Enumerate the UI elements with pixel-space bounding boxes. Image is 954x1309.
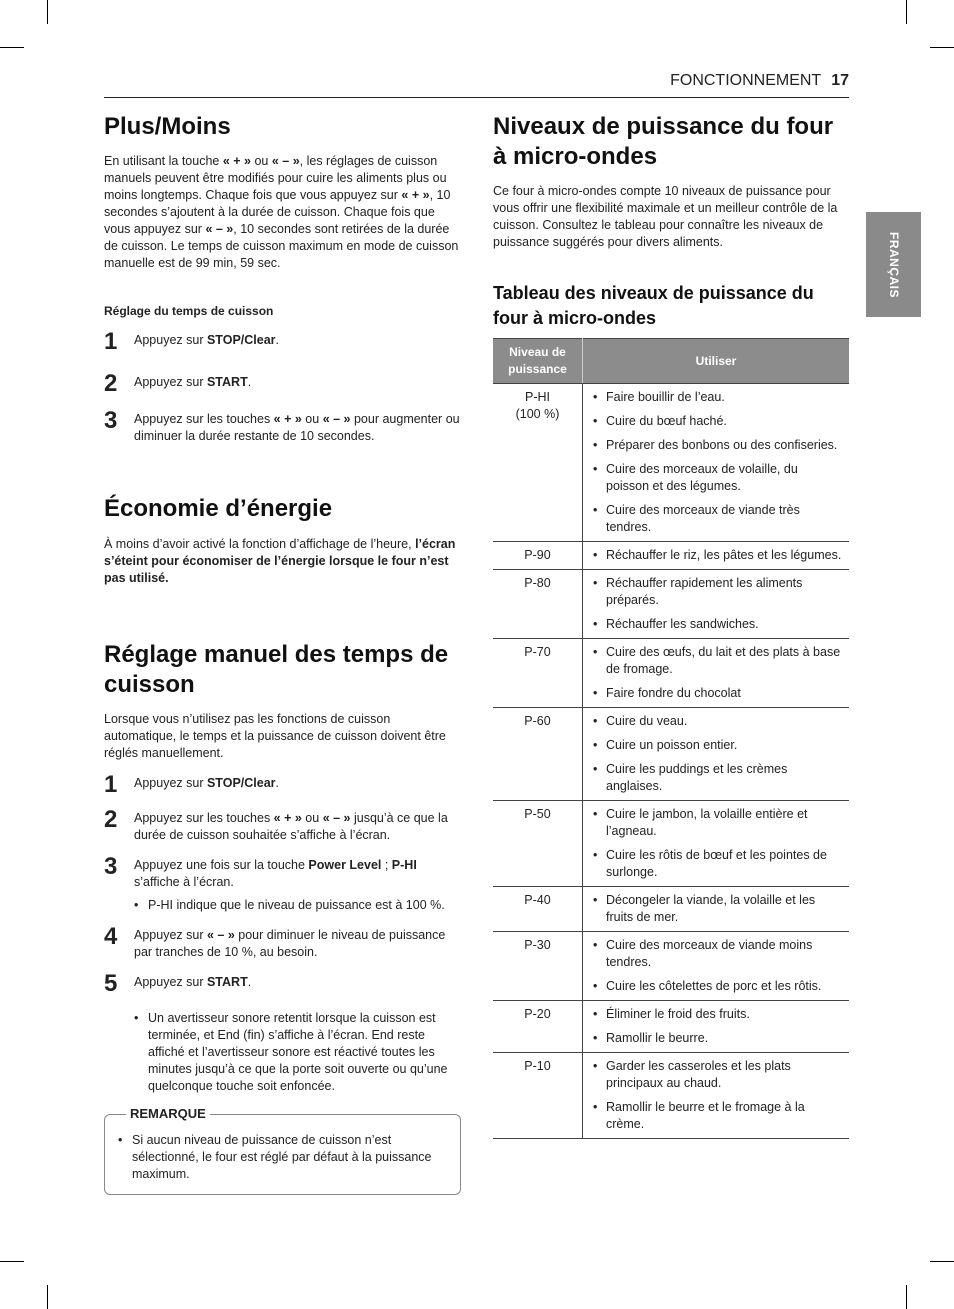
- plus-moins-subheading: Réglage du temps de cuisson: [104, 304, 274, 318]
- step-text: Appuyez sur les touches « + » ou « – » pour augmenter ou diminuer la durée restante de 10 secondes.: [134, 412, 460, 443]
- column-header-level: Niveau de puissance: [493, 339, 583, 384]
- power-level-cell: [493, 801, 583, 887]
- step-number: 3: [104, 853, 118, 880]
- power-level-value: P-20: [524, 1007, 551, 1021]
- usage-item: • Cuire les rôtis de bœuf et les pointes de surlonge.: [606, 847, 843, 881]
- usage-item: • Cuire le jambon, la volaille entière et l’agneau.: [606, 806, 843, 840]
- niveaux-body: Ce four à micro-ondes compte 10 niveaux de puissance pour vous offrir une flexibilité maximale et un meilleur contrôle de la cuisson. Consultez le tableau pour connaître les niveaux de puissance suggérés pour divers aliments.: [493, 184, 838, 249]
- economie-title: Économie d’énergie: [104, 495, 333, 522]
- usage-item: • Cuire du veau.: [606, 713, 843, 730]
- usage-item: • Réchauffer le riz, les pâtes et les légumes.: [606, 547, 843, 564]
- power-level-value: P-90: [524, 548, 551, 562]
- usage-cell: [583, 639, 850, 708]
- power-level-cell: [493, 542, 583, 570]
- language-tab: [866, 212, 921, 317]
- power-level-value: P-40: [524, 893, 551, 907]
- plus-moins-title: Plus/Moins: [104, 113, 231, 140]
- table-body: [493, 384, 849, 1139]
- usage-item: • Réchauffer les sandwiches.: [606, 616, 843, 633]
- step-number: 1: [104, 771, 118, 798]
- usage-item: • Cuire un poisson entier.: [606, 737, 843, 754]
- power-level-value: P-70: [524, 645, 551, 659]
- step-number: 2: [104, 806, 118, 833]
- table-row: [493, 708, 849, 801]
- remarque-label: REMARQUE: [126, 1106, 210, 1121]
- language-tab-label: FRANÇAIS: [886, 231, 901, 298]
- usage-cell: [583, 1053, 850, 1139]
- section-name: FONCTIONNEMENT: [670, 72, 822, 89]
- power-level-percent: (100 %): [515, 407, 560, 421]
- usage-cell: [583, 1001, 850, 1053]
- usage-cell: [583, 708, 850, 801]
- remarque-box: [104, 1114, 461, 1195]
- crop-mark: [0, 1261, 24, 1262]
- crop-mark: [930, 1261, 954, 1262]
- usage-item: • Cuire des morceaux de viande très tendres.: [606, 502, 843, 536]
- step-bullet: • P-HI indique que le niveau de puissance est à 100 %.: [148, 897, 460, 914]
- usage-item: • Cuire des œufs, du lait et des plats à base de fromage.: [606, 644, 843, 678]
- power-level-value: P-50: [524, 807, 551, 821]
- header-divider: [104, 97, 849, 98]
- table-title: Tableau des niveaux de puissance du four à micro-ondes: [493, 283, 814, 328]
- step-text: Appuyez une fois sur la touche Power Level ; P-HI s’affiche à l’écran.: [134, 858, 417, 889]
- usage-item: • Réchauffer rapidement les aliments préparés.: [606, 575, 843, 609]
- usage-cell: [583, 932, 850, 1001]
- usage-item: • Ramollir le beurre et le fromage à la crème.: [606, 1099, 843, 1133]
- power-level-cell: [493, 570, 583, 639]
- crop-mark: [906, 0, 907, 24]
- usage-item: • Éliminer le froid des fruits.: [606, 1006, 843, 1023]
- table-row: [493, 542, 849, 570]
- power-level-cell: [493, 708, 583, 801]
- table-row: [493, 384, 849, 542]
- plus-moins-body: En utilisant la touche « + » ou « – », les réglages de cuisson manuels peuvent être modifiés pour cuire les aliments plus ou moins longtemps. Chaque fois que vous appuyez sur « + », 10 secondes s’ajoutent à la durée de cuisson. Chaque fois que vous appuyez sur « – », 10 secondes sont retirées de la durée de cuisson. Le temps de cuisson maximum en mode de cuisson manuelle est de 99 min, 59 sec.: [104, 154, 459, 270]
- table-row: [493, 570, 849, 639]
- usage-item: • Faire bouillir de l’eau.: [606, 389, 843, 406]
- reglage-manuel-body: Lorsque vous n’utilisez pas les fonctions de cuisson automatique, le temps et la puissance de cuisson doivent être réglés manuellement.: [104, 712, 446, 760]
- usage-item: • Faire fondre du chocolat: [606, 685, 843, 702]
- crop-mark: [930, 47, 954, 48]
- crop-mark: [47, 0, 48, 24]
- usage-cell: [583, 887, 850, 932]
- niveaux-title: Niveaux de puissance du four à micro-ondes: [493, 113, 834, 170]
- table-header-row: [493, 339, 849, 384]
- column-header-use: Utiliser: [583, 339, 850, 384]
- power-level-value: P-30: [524, 938, 551, 952]
- table-row: [493, 1001, 849, 1053]
- step-number: 1: [104, 328, 118, 355]
- usage-item: • Décongeler la viande, la volaille et les fruits de mer.: [606, 892, 843, 926]
- step-bullet: • Un avertisseur sonore retentit lorsque la cuisson est terminée, et End (fin) s’affiche à l’écran. End reste affiché et l’avertisseur sonore est réactivé toutes les minutes jusqu’à ce que la porte soit ouverte ou qu’une quelconque touche soit enfoncée.: [148, 1010, 460, 1095]
- crop-mark: [47, 1285, 48, 1309]
- reglage-manuel-title: Réglage manuel des temps de cuisson: [104, 641, 449, 698]
- step-text: Appuyez sur les touches « + » ou « – » jusqu’à ce que la durée de cuisson souhaitée s’affiche à l’écran.: [134, 811, 448, 842]
- crop-mark: [906, 1285, 907, 1309]
- power-level-table: [493, 338, 849, 1139]
- step-text: Appuyez sur STOP/Clear.: [134, 333, 280, 347]
- power-level-cell: [493, 1053, 583, 1139]
- table-row: [493, 1053, 849, 1139]
- step-number: 5: [104, 970, 118, 997]
- usage-item: • Ramollir le beurre.: [606, 1030, 843, 1047]
- economie-body: À moins d’avoir activé la fonction d’affichage de l’heure, l’écran s’éteint pour économiser de l’énergie lorsque le four n’est pas utilisé.: [104, 537, 456, 585]
- power-level-value: P-10: [524, 1059, 551, 1073]
- table-row: [493, 887, 849, 932]
- usage-cell: [583, 542, 850, 570]
- table-row: [493, 639, 849, 708]
- usage-cell: [583, 801, 850, 887]
- usage-item: • Cuire des morceaux de volaille, du poisson et des légumes.: [606, 461, 843, 495]
- power-level-cell: [493, 384, 583, 542]
- page-header: [670, 72, 849, 90]
- usage-item: • Cuire des morceaux de viande moins tendres.: [606, 937, 843, 971]
- step-text: Appuyez sur STOP/Clear.: [134, 776, 280, 790]
- table-row: [493, 801, 849, 887]
- usage-item: • Garder les casseroles et les plats principaux au chaud.: [606, 1058, 843, 1092]
- page-number: 17: [831, 72, 849, 89]
- power-level-cell: [493, 639, 583, 708]
- step-number: 3: [104, 407, 118, 434]
- usage-item: • Cuire les côtelettes de porc et les rôtis.: [606, 978, 843, 995]
- step-number: 4: [104, 923, 118, 950]
- power-level-value: P-60: [524, 714, 551, 728]
- usage-cell: [583, 384, 850, 542]
- usage-item: • Cuire du bœuf haché.: [606, 413, 843, 430]
- power-level-cell: [493, 1001, 583, 1053]
- usage-cell: [583, 570, 850, 639]
- crop-mark: [0, 47, 24, 48]
- power-level-cell: [493, 887, 583, 932]
- step-text: Appuyez sur START.: [134, 375, 252, 389]
- power-level-value: P-80: [524, 576, 551, 590]
- step-text: Appuyez sur « – » pour diminuer le niveau de puissance par tranches de 10 %, au besoin.: [134, 928, 446, 959]
- step-text: Appuyez sur START.: [134, 975, 252, 989]
- remarque-text: • Si aucun niveau de puissance de cuisson n’est sélectionné, le four est réglé par défaut à la puissance maximum.: [132, 1132, 442, 1183]
- power-level-cell: [493, 932, 583, 1001]
- power-level-value: P-HI: [525, 390, 550, 404]
- usage-item: • Cuire les puddings et les crèmes anglaises.: [606, 761, 843, 795]
- usage-item: • Préparer des bonbons ou des confiseries.: [606, 437, 843, 454]
- table-row: [493, 932, 849, 1001]
- step-number: 2: [104, 370, 118, 397]
